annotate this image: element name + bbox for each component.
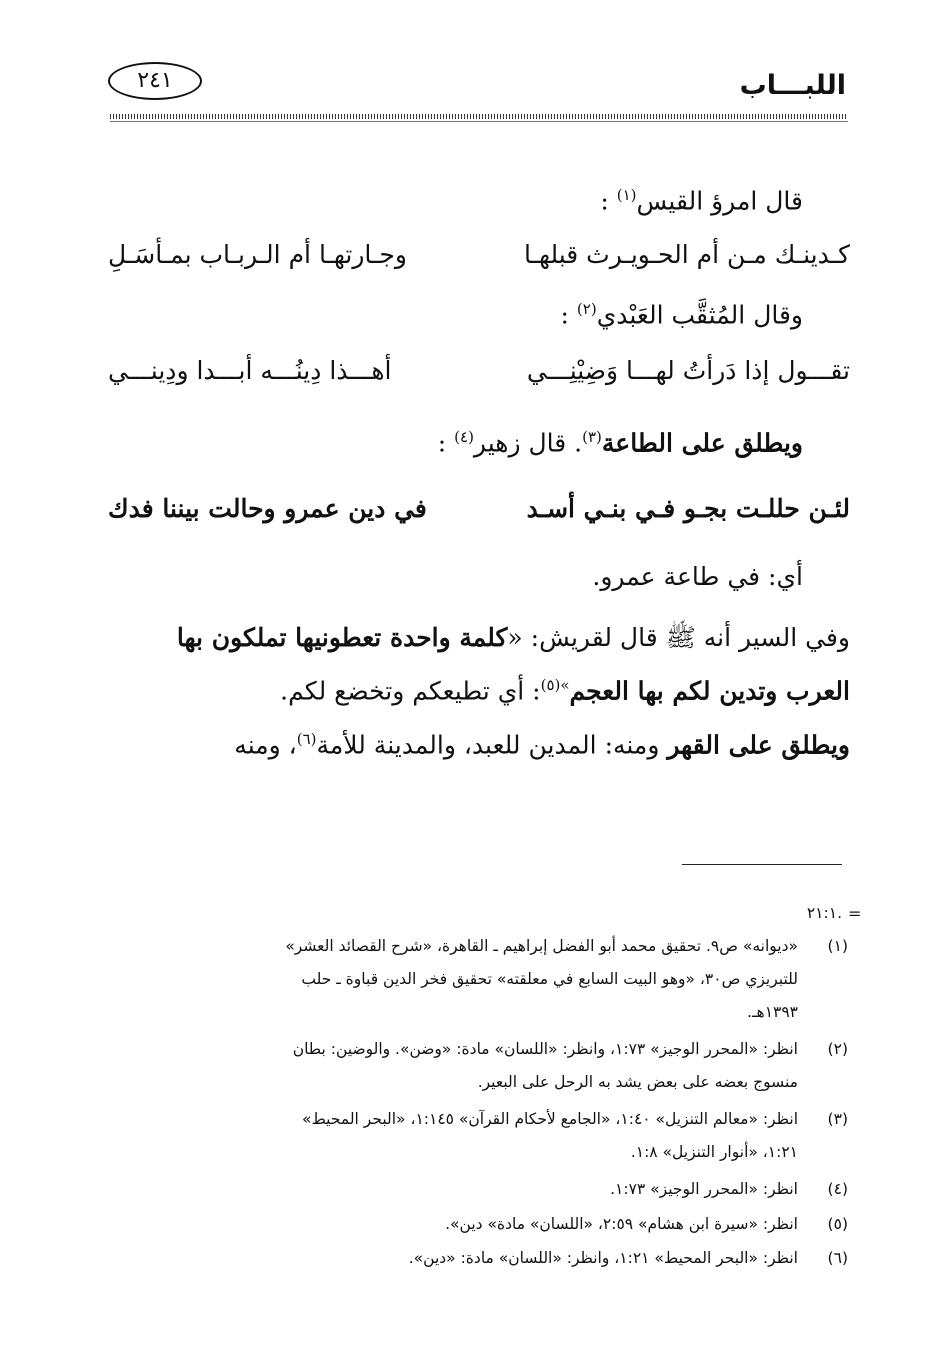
verse-hemistich-second: في دين عمرو وحالت بيننا فدك xyxy=(108,494,427,523)
verse-hemistich-second: وجـارتهـا أم الـربـاب بمـأسَـلِ xyxy=(108,240,407,269)
text: . قال زهير xyxy=(473,428,583,458)
footnote-separator xyxy=(682,864,842,865)
running-header-title: اللبـــاب xyxy=(739,70,846,101)
footnote-1-line-1: «ديوانه» ص٩. تحقيق محمد أبو الفضل إبراهيم ـ القاهرة، «شرح القصائد العشر» xyxy=(285,937,798,955)
footnote-1-line-3: ١٣٩٣هـ. xyxy=(747,1003,798,1021)
body-line-2 xyxy=(561,300,803,329)
text: : أي تطيعكم وتخضع لكم. xyxy=(280,676,541,706)
page-number-badge: ٢٤١ xyxy=(108,62,202,100)
footnote-ref: (٦) xyxy=(296,730,317,748)
verse-hemistich-first: تقـــول إذا دَرأتُ لهـــا وَضِيْنِـــي xyxy=(526,356,850,385)
bold-text: ويطلق على القهر xyxy=(667,730,850,760)
header-rule-thin xyxy=(110,121,848,122)
footnote-6-line-1: انظر: «البحر المحيط» ١:٢١، وانظر: «اللسان» مادة: «دين». xyxy=(408,1249,798,1267)
footnote-ref: (٢) xyxy=(576,300,597,318)
footnote-2-line-2: منسوج بعضه على بعض يشد به الرحل على البعير. xyxy=(477,1073,798,1091)
body-line-4: أي: في طاعة عمرو. xyxy=(592,562,803,591)
text: قال امرؤ القيس xyxy=(636,186,803,216)
body-line-7 xyxy=(234,730,850,759)
footnote-carry: .٢١:١ xyxy=(806,904,842,922)
verse-hemistich-first: كـدينـك مـن أم الحـويـرث قبلهـا xyxy=(524,240,850,269)
footnote-number: (٥) xyxy=(827,1215,848,1233)
text: وفي السير أنه ﷺ قال لقريش: « xyxy=(507,623,850,652)
text: : xyxy=(437,428,447,458)
footnote-number: (٤) xyxy=(827,1180,848,1198)
footnote-5-line-1: انظر: «سيرة ابن هشام» ٢:٥٩، «اللسان» مادة» دين». xyxy=(445,1215,798,1233)
body-line-3 xyxy=(438,428,803,457)
footnote-ref: (١) xyxy=(616,186,637,204)
footnote-3-line-2: ١:٢١، «أنوار التنزيل» ١:٨. xyxy=(630,1143,798,1161)
footnote-number: (١) xyxy=(827,937,848,955)
footnote-ref: (٤) xyxy=(454,428,474,446)
footnote-1-line-2: للتبريزي ص٣٠، «وهو البيت السابع في معلقته» تحقيق فخر الدين قباوة ـ حلب xyxy=(301,970,798,988)
body-line-6 xyxy=(280,676,850,705)
verse-hemistich-second: أهـــذا دِينُـــه أبـــدا ودِينـــي xyxy=(108,356,392,385)
text: ، ومنه xyxy=(234,730,297,760)
bold-text: ويطلق على الطاعة xyxy=(601,428,803,458)
footnote-ref: »(٥) xyxy=(540,676,570,694)
continuation-mark: = xyxy=(848,904,862,923)
bold-text: العرب وتدين لكم بها العجم xyxy=(569,676,850,706)
text: : xyxy=(600,186,609,216)
footnote-number: (٢) xyxy=(827,1040,848,1058)
body-line-5 xyxy=(177,622,850,659)
bold-text: كلمة واحدة تعطونيها تملكون بها xyxy=(176,623,508,652)
footnote-3-line-1: انظر: «معالم التنزيل» ١:٤٠، «الجامع لأحكام القرآن» ١:١٤٥، «البحر المحيط» xyxy=(301,1110,798,1128)
footnote-ref: (٣) xyxy=(582,428,602,446)
text: وقال المُثقَّب العَبْدي xyxy=(596,300,803,330)
header-rule xyxy=(110,114,848,119)
footnote-number: (٦) xyxy=(827,1249,848,1267)
body-line-1 xyxy=(600,186,803,215)
footnote-4-line-1: انظر: «المحرر الوجيز» ١:٧٣. xyxy=(610,1180,798,1198)
footnote-number: (٣) xyxy=(827,1110,848,1128)
text: : xyxy=(560,300,569,330)
text: ومنه: المدين للعبد، والمدينة للأمة xyxy=(316,730,668,760)
footnote-2-line-1: انظر: «المحرر الوجيز» ١:٧٣، وانظر: «اللسان» مادة: «وضن». والوضين: بطان xyxy=(292,1040,798,1058)
verse-hemistich-first: لئـن حللـت بجـو فـي بنـي أسـد xyxy=(526,494,850,523)
